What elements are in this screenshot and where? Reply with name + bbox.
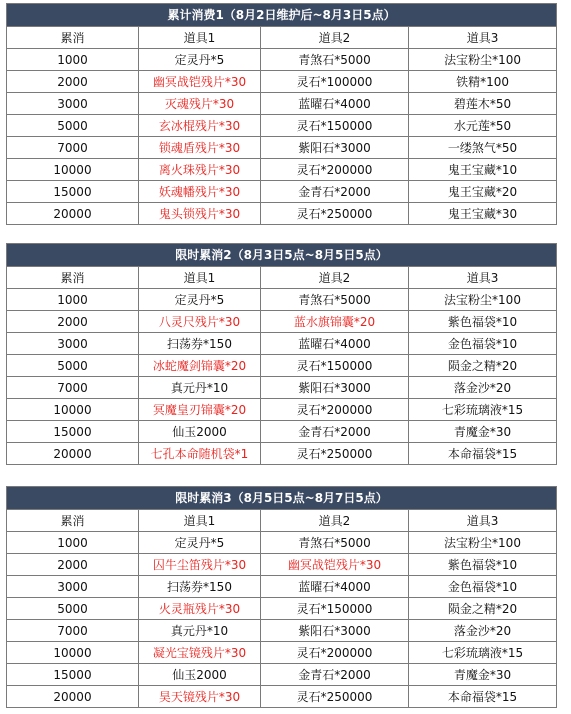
- reward-item-cell: 鬼王宝藏*10: [409, 159, 557, 181]
- reward-item-cell: 紫阳石*3000: [261, 620, 409, 642]
- table-row: [7, 93, 557, 115]
- column-header: 道具1: [139, 27, 261, 49]
- table-row: [7, 137, 557, 159]
- spend-threshold-cell: 2000: [7, 554, 139, 576]
- table-row: [7, 159, 557, 181]
- spend-threshold-cell: 20000: [7, 686, 139, 708]
- spend-threshold-cell: 3000: [7, 576, 139, 598]
- table-row: [7, 399, 557, 421]
- reward-item-cell: 铁精*100: [409, 71, 557, 93]
- reward-item-cell: 妖魂幡残片*30: [139, 181, 261, 203]
- reward-item-cell: 凝光宝镜残片*30: [139, 642, 261, 664]
- table-row: [7, 71, 557, 93]
- column-header: 道具1: [139, 267, 261, 289]
- spend-threshold-cell: 7000: [7, 377, 139, 399]
- reward-item-cell: 落金沙*20: [409, 377, 557, 399]
- column-header: 累消: [7, 267, 139, 289]
- reward-item-cell: 陨金之精*20: [409, 598, 557, 620]
- reward-item-cell: 冰蛇魔剑锦囊*20: [139, 355, 261, 377]
- reward-item-cell: 昊天镜残片*30: [139, 686, 261, 708]
- spend-threshold-cell: 20000: [7, 203, 139, 225]
- reward-item-cell: 离火珠残片*30: [139, 159, 261, 181]
- reward-item-cell: 紫阳石*3000: [261, 137, 409, 159]
- reward-item-cell: 真元丹*10: [139, 377, 261, 399]
- reward-item-cell: 法宝粉尘*100: [409, 289, 557, 311]
- column-header: 道具2: [261, 267, 409, 289]
- table-row: [7, 421, 557, 443]
- reward-item-cell: 蓝曜石*4000: [261, 93, 409, 115]
- reward-item-cell: 仙玉2000: [139, 664, 261, 686]
- reward-item-cell: 灵石*150000: [261, 355, 409, 377]
- table-row: [7, 355, 557, 377]
- reward-item-cell: 陨金之精*20: [409, 355, 557, 377]
- reward-item-cell: 灵石*250000: [261, 203, 409, 225]
- reward-item-cell: 水元莲*50: [409, 115, 557, 137]
- reward-table-1: [6, 3, 557, 225]
- spend-threshold-cell: 5000: [7, 115, 139, 137]
- table-row: [7, 664, 557, 686]
- reward-item-cell: 紫色福袋*10: [409, 311, 557, 333]
- table-header-row: [7, 267, 557, 289]
- table-row: [7, 532, 557, 554]
- table-title: 限时累消2（8月3日5点~8月5日5点）: [7, 244, 557, 267]
- spend-threshold-cell: 3000: [7, 333, 139, 355]
- reward-item-cell: 金色福袋*10: [409, 576, 557, 598]
- reward-item-cell: 八灵尺残片*30: [139, 311, 261, 333]
- reward-item-cell: 一缕煞气*50: [409, 137, 557, 159]
- reward-item-cell: 鬼头锁残片*30: [139, 203, 261, 225]
- reward-item-cell: 玄冰棍残片*30: [139, 115, 261, 137]
- spend-threshold-cell: 2000: [7, 71, 139, 93]
- reward-item-cell: 青煞石*5000: [261, 49, 409, 71]
- spend-threshold-cell: 1000: [7, 49, 139, 71]
- table-row: [7, 181, 557, 203]
- reward-item-cell: 幽冥战铠残片*30: [261, 554, 409, 576]
- table-row: [7, 333, 557, 355]
- table-row: [7, 620, 557, 642]
- reward-item-cell: 碧莲木*50: [409, 93, 557, 115]
- spend-threshold-cell: 10000: [7, 399, 139, 421]
- spend-threshold-cell: 15000: [7, 181, 139, 203]
- table-title-row: [7, 487, 557, 510]
- table-row: [7, 598, 557, 620]
- spend-threshold-cell: 15000: [7, 421, 139, 443]
- table-header-row: [7, 510, 557, 532]
- column-header: 道具2: [261, 27, 409, 49]
- reward-item-cell: 青魔金*30: [409, 664, 557, 686]
- reward-item-cell: 扫荡券*150: [139, 333, 261, 355]
- table-row: [7, 377, 557, 399]
- reward-item-cell: 蓝水旗锦囊*20: [261, 311, 409, 333]
- reward-item-cell: 灭魂残片*30: [139, 93, 261, 115]
- reward-item-cell: 火灵瓶残片*30: [139, 598, 261, 620]
- spend-threshold-cell: 5000: [7, 355, 139, 377]
- table-row: [7, 289, 557, 311]
- column-header: 累消: [7, 27, 139, 49]
- column-header: 累消: [7, 510, 139, 532]
- reward-item-cell: 七彩琉璃液*15: [409, 399, 557, 421]
- reward-item-cell: 法宝粉尘*100: [409, 49, 557, 71]
- spend-threshold-cell: 7000: [7, 620, 139, 642]
- reward-item-cell: 灵石*150000: [261, 115, 409, 137]
- table-row: [7, 203, 557, 225]
- reward-item-cell: 金青石*2000: [261, 181, 409, 203]
- reward-item-cell: 本命福袋*15: [409, 443, 557, 465]
- reward-item-cell: 灵石*250000: [261, 443, 409, 465]
- reward-item-cell: 七彩琉璃液*15: [409, 642, 557, 664]
- reward-item-cell: 灵石*200000: [261, 642, 409, 664]
- reward-item-cell: 灵石*250000: [261, 686, 409, 708]
- reward-item-cell: 真元丹*10: [139, 620, 261, 642]
- reward-table-3: [6, 486, 557, 708]
- reward-item-cell: 仙玉2000: [139, 421, 261, 443]
- reward-item-cell: 扫荡券*150: [139, 576, 261, 598]
- table-row: [7, 443, 557, 465]
- spend-threshold-cell: 1000: [7, 532, 139, 554]
- table-title: 限时累消3（8月5日5点~8月7日5点）: [7, 487, 557, 510]
- spend-threshold-cell: 10000: [7, 159, 139, 181]
- reward-item-cell: 灵石*200000: [261, 159, 409, 181]
- reward-item-cell: 幽冥战铠残片*30: [139, 71, 261, 93]
- reward-item-cell: 蓝曜石*4000: [261, 333, 409, 355]
- reward-item-cell: 法宝粉尘*100: [409, 532, 557, 554]
- spend-threshold-cell: 2000: [7, 311, 139, 333]
- spend-threshold-cell: 1000: [7, 289, 139, 311]
- reward-table-2: [6, 243, 557, 465]
- reward-item-cell: 青煞石*5000: [261, 532, 409, 554]
- spend-threshold-cell: 10000: [7, 642, 139, 664]
- table-title-row: [7, 4, 557, 27]
- reward-item-cell: 定灵丹*5: [139, 49, 261, 71]
- reward-item-cell: 紫色福袋*10: [409, 554, 557, 576]
- table-row: [7, 576, 557, 598]
- column-header: 道具2: [261, 510, 409, 532]
- reward-item-cell: 落金沙*20: [409, 620, 557, 642]
- reward-item-cell: 金色福袋*10: [409, 333, 557, 355]
- spend-threshold-cell: 20000: [7, 443, 139, 465]
- column-header: 道具3: [409, 267, 557, 289]
- table-title: 累计消费1（8月2日维护后~8月3日5点）: [7, 4, 557, 27]
- reward-item-cell: 紫阳石*3000: [261, 377, 409, 399]
- reward-item-cell: 冥魔皇刃锦囊*20: [139, 399, 261, 421]
- spend-threshold-cell: 3000: [7, 93, 139, 115]
- reward-item-cell: 定灵丹*5: [139, 532, 261, 554]
- spend-threshold-cell: 5000: [7, 598, 139, 620]
- table-row: [7, 49, 557, 71]
- reward-item-cell: 本命福袋*15: [409, 686, 557, 708]
- reward-item-cell: 囚牛尘笛残片*30: [139, 554, 261, 576]
- column-header: 道具3: [409, 510, 557, 532]
- spend-threshold-cell: 7000: [7, 137, 139, 159]
- reward-item-cell: 锁魂盾残片*30: [139, 137, 261, 159]
- table-row: [7, 686, 557, 708]
- table-row: [7, 311, 557, 333]
- reward-item-cell: 灵石*100000: [261, 71, 409, 93]
- table-row: [7, 642, 557, 664]
- reward-item-cell: 金青石*2000: [261, 664, 409, 686]
- reward-item-cell: 鬼王宝藏*30: [409, 203, 557, 225]
- column-header: 道具3: [409, 27, 557, 49]
- reward-item-cell: 灵石*150000: [261, 598, 409, 620]
- reward-item-cell: 鬼王宝藏*20: [409, 181, 557, 203]
- table-title-row: [7, 244, 557, 267]
- reward-item-cell: 灵石*200000: [261, 399, 409, 421]
- reward-item-cell: 七孔本命随机袋*1: [139, 443, 261, 465]
- reward-item-cell: 金青石*2000: [261, 421, 409, 443]
- reward-item-cell: 青煞石*5000: [261, 289, 409, 311]
- table-row: [7, 554, 557, 576]
- table-row: [7, 115, 557, 137]
- table-header-row: [7, 27, 557, 49]
- reward-item-cell: 定灵丹*5: [139, 289, 261, 311]
- reward-item-cell: 蓝曜石*4000: [261, 576, 409, 598]
- spend-threshold-cell: 15000: [7, 664, 139, 686]
- column-header: 道具1: [139, 510, 261, 532]
- reward-item-cell: 青魔金*30: [409, 421, 557, 443]
